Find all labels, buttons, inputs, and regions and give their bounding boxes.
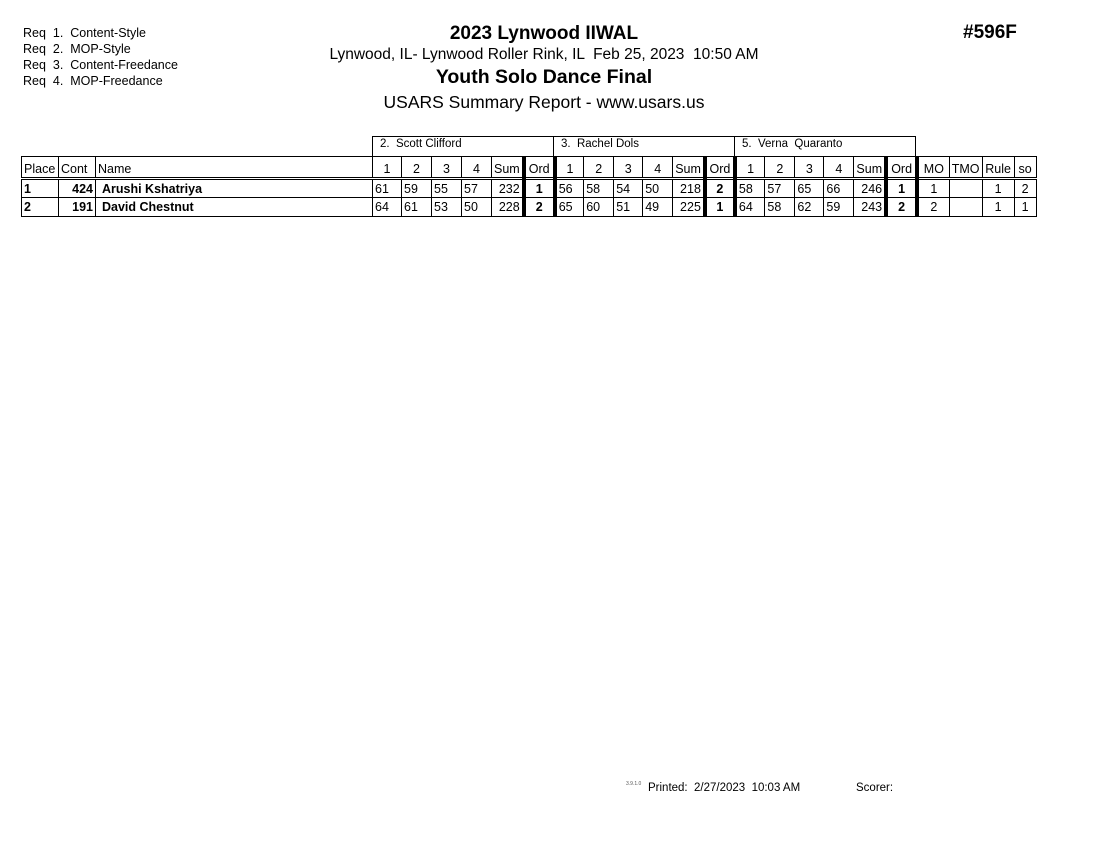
col-j1-r2: 2 <box>402 157 432 179</box>
ord-cell: 2 <box>705 179 735 198</box>
col-j2-sum: Sum <box>673 157 705 179</box>
score-cell: 66 <box>824 179 854 198</box>
ord-cell: 2 <box>524 198 555 217</box>
score-cell: 55 <box>432 179 462 198</box>
col-rule: Rule <box>982 157 1014 179</box>
col-name: Name <box>96 157 373 179</box>
score-cell: 54 <box>614 179 643 198</box>
location-line: Lynwood, IL- Lynwood Roller Rink, IL Feb 25, 2023 10:50 AM <box>329 46 759 63</box>
col-j3-r2: 2 <box>765 157 795 179</box>
col-tmo: TMO <box>949 157 982 179</box>
requirement-item: Req 1. Content-Style <box>23 26 146 40</box>
report-header <box>244 22 844 114</box>
col-j2-r2: 2 <box>584 157 614 179</box>
so-cell: 1 <box>1014 198 1036 217</box>
ord-cell: 1 <box>886 179 917 198</box>
score-cell: 58 <box>765 198 795 217</box>
judge-header-3: 5. Verna Quaranto <box>734 136 916 156</box>
ord-cell: 1 <box>524 179 555 198</box>
col-j3-ord: Ord <box>886 157 917 179</box>
score-cell: 50 <box>462 198 492 217</box>
ord-cell: 2 <box>886 198 917 217</box>
cont-cell: 424 <box>59 179 96 198</box>
sum-cell: 228 <box>492 198 524 217</box>
mo-cell: 2 <box>917 198 949 217</box>
col-j2-r4: 4 <box>643 157 673 179</box>
score-cell: 58 <box>584 179 614 198</box>
event-id: #596F <box>963 22 1017 43</box>
requirement-item: Req 2. MOP-Style <box>23 42 131 56</box>
score-cell: 65 <box>555 198 584 217</box>
score-cell: 58 <box>735 179 765 198</box>
score-cell: 57 <box>765 179 795 198</box>
score-cell: 56 <box>555 179 584 198</box>
score-cell: 53 <box>432 198 462 217</box>
col-j1-r1: 1 <box>373 157 402 179</box>
requirements-list <box>23 25 178 89</box>
skater-name: David Chestnut <box>96 198 373 217</box>
rule-cell: 1 <box>982 179 1014 198</box>
results-table <box>21 156 1037 217</box>
score-cell: 64 <box>373 198 402 217</box>
requirement-item: Req 3. Content-Freedance <box>23 58 178 72</box>
score-cell: 61 <box>373 179 402 198</box>
mo-cell: 1 <box>917 179 949 198</box>
tmo-cell <box>949 198 982 217</box>
col-j2-r1: 1 <box>555 157 584 179</box>
score-cell: 57 <box>462 179 492 198</box>
so-cell: 2 <box>1014 179 1036 198</box>
col-place: Place <box>22 157 59 179</box>
sum-cell: 232 <box>492 179 524 198</box>
table-row <box>22 198 1037 217</box>
score-cell: 49 <box>643 198 673 217</box>
scorer-label: Scorer: <box>856 782 894 794</box>
score-cell: 61 <box>402 198 432 217</box>
score-cell: 62 <box>795 198 824 217</box>
judge-header-1: 2. Scott Clifford <box>372 136 554 156</box>
score-cell: 59 <box>402 179 432 198</box>
place-cell: 2 <box>22 198 59 217</box>
tmo-cell <box>949 179 982 198</box>
col-j1-r4: 4 <box>462 157 492 179</box>
report-subtitle: USARS Summary Report - www.usars.us <box>383 92 705 112</box>
score-cell: 64 <box>735 198 765 217</box>
rule-cell: 1 <box>982 198 1014 217</box>
score-cell: 51 <box>614 198 643 217</box>
place-cell: 1 <box>22 179 59 198</box>
skater-name: Arushi Kshatriya <box>96 179 373 198</box>
col-j3-r1: 1 <box>735 157 765 179</box>
col-j3-sum: Sum <box>854 157 886 179</box>
sum-cell: 246 <box>854 179 886 198</box>
event-title: Youth Solo Dance Final <box>435 66 653 88</box>
table-row <box>22 179 1037 198</box>
score-cell: 65 <box>795 179 824 198</box>
col-j2-r3: 3 <box>614 157 643 179</box>
col-j1-sum: Sum <box>492 157 524 179</box>
col-j3-r3: 3 <box>795 157 824 179</box>
requirement-item: Req 4. MOP-Freedance <box>23 74 163 88</box>
judge-header-2: 3. Rachel Dols <box>553 136 735 156</box>
col-j1-ord: Ord <box>524 157 555 179</box>
sum-cell: 225 <box>673 198 705 217</box>
col-j3-r4: 4 <box>824 157 854 179</box>
printed-timestamp: Printed: 2/27/2023 10:03 AM <box>648 782 801 794</box>
competition-title: 2023 Lynwood IIWAL <box>449 23 639 44</box>
ord-cell: 1 <box>705 198 735 217</box>
score-cell: 60 <box>584 198 614 217</box>
col-cont: Cont <box>59 157 96 179</box>
header-row <box>22 157 1037 179</box>
sum-cell: 218 <box>673 179 705 198</box>
col-mo: MO <box>917 157 949 179</box>
score-cell: 59 <box>824 198 854 217</box>
cont-cell: 191 <box>59 198 96 217</box>
col-so: so <box>1014 157 1036 179</box>
sum-cell: 243 <box>854 198 886 217</box>
score-cell: 50 <box>643 179 673 198</box>
col-j2-ord: Ord <box>705 157 735 179</box>
col-j1-r3: 3 <box>432 157 462 179</box>
version-label: 3.9.1.0 <box>626 781 642 787</box>
